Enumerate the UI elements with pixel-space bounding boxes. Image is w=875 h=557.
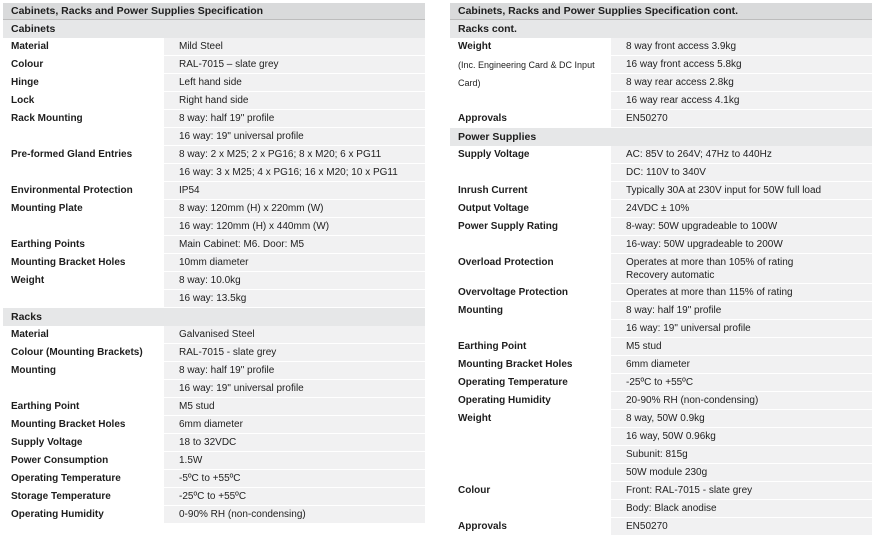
spec-label xyxy=(450,146,611,182)
spec-values xyxy=(164,38,425,56)
spec-value: 50W module 230g xyxy=(611,464,872,482)
spec-value: DC: 110V to 340V xyxy=(611,164,872,182)
spec-value: 8 way: 120mm (H) x 220mm (W) xyxy=(164,200,425,218)
spec-label xyxy=(3,398,164,416)
spec-label-text: Approvals xyxy=(458,521,507,532)
spec-label-text: Approvals xyxy=(458,113,507,124)
spec-label-text: Operating Temperature xyxy=(458,377,568,388)
spec-value: Operates at more than 115% of rating xyxy=(611,284,872,302)
spec-value: EN50270 xyxy=(611,110,872,128)
spec-value: Main Cabinet: M6. Door: M5 xyxy=(164,236,425,254)
spec-section xyxy=(450,128,872,536)
spec-label xyxy=(3,326,164,344)
section-title: Cabinets xyxy=(3,20,425,38)
spec-row xyxy=(3,56,425,74)
spec-label-text: Mounting xyxy=(11,365,56,376)
spec-row xyxy=(450,38,872,110)
spec-value: Front: RAL-7015 - slate grey xyxy=(611,482,872,500)
spec-label xyxy=(450,200,611,218)
spec-label xyxy=(450,182,611,200)
spec-row xyxy=(450,218,872,254)
spec-value: RAL-7015 – slate grey xyxy=(164,56,425,74)
sections-container xyxy=(3,20,425,524)
spec-values xyxy=(164,92,425,110)
spec-label xyxy=(3,416,164,434)
spec-label xyxy=(450,410,611,482)
sections-container xyxy=(450,20,872,536)
spec-value: Mild Steel xyxy=(164,38,425,56)
spec-label xyxy=(3,236,164,254)
spec-values xyxy=(611,218,872,254)
spec-value: 16 way: 19" universal profile xyxy=(164,380,425,398)
spec-label-text: Operating Temperature xyxy=(11,473,121,484)
spec-row xyxy=(3,182,425,200)
spec-values xyxy=(611,284,872,302)
spec-row xyxy=(450,410,872,482)
spec-values xyxy=(611,302,872,338)
panel-title: Cabinets, Racks and Power Supplies Specification xyxy=(3,3,425,20)
spec-label-text: Colour xyxy=(458,485,491,496)
spec-label xyxy=(3,92,164,110)
spec-values xyxy=(611,182,872,200)
spec-value: M5 stud xyxy=(164,398,425,416)
spec-row xyxy=(3,488,425,506)
spec-section xyxy=(3,308,425,524)
spec-row xyxy=(3,398,425,416)
spec-label-text: Pre-formed Gland Entries xyxy=(11,149,133,160)
spec-values xyxy=(611,392,872,410)
spec-value: 16-way: 50W upgradeable to 200W xyxy=(611,236,872,254)
spec-value: 8 way: half 19" profile xyxy=(611,302,872,320)
spec-value: 8 way: half 19" profile xyxy=(164,362,425,380)
spec-row xyxy=(450,518,872,536)
spec-values xyxy=(164,362,425,398)
spec-label xyxy=(450,374,611,392)
spec-row xyxy=(450,482,872,518)
spec-label-text: Supply Voltage xyxy=(458,149,530,160)
spec-label-text: Mounting Plate xyxy=(11,203,83,214)
spec-label xyxy=(3,56,164,74)
spec-section xyxy=(450,20,872,128)
spec-value: Subunit: 815g xyxy=(611,446,872,464)
spec-label xyxy=(450,338,611,356)
spec-label-text: Supply Voltage xyxy=(11,437,83,448)
spec-values xyxy=(164,200,425,236)
spec-section xyxy=(3,20,425,308)
spec-value: 0-90% RH (non-condensing) xyxy=(164,506,425,524)
spec-row xyxy=(3,146,425,182)
spec-row xyxy=(450,110,872,128)
spec-label xyxy=(3,272,164,308)
spec-sublabel: (Inc. Engineering Card & DC Input Card) xyxy=(458,60,595,88)
spec-value: 24VDC ± 10% xyxy=(611,200,872,218)
spec-row xyxy=(3,200,425,236)
spec-row xyxy=(3,506,425,524)
spec-label xyxy=(3,434,164,452)
spec-value: 16 way front access 5.8kg xyxy=(611,56,872,74)
spec-label-text: Environmental Protection xyxy=(11,185,133,196)
spec-label xyxy=(3,38,164,56)
spec-value: EN50270 xyxy=(611,518,872,536)
spec-value: Left hand side xyxy=(164,74,425,92)
spec-values xyxy=(164,326,425,344)
right-spec-panel xyxy=(450,3,872,536)
section-title: Racks cont. xyxy=(450,20,872,38)
spec-label xyxy=(450,254,611,284)
spec-values xyxy=(611,200,872,218)
spec-label xyxy=(450,356,611,374)
spec-label-text: Overvoltage Protection xyxy=(458,287,569,298)
spec-value: 1.5W xyxy=(164,452,425,470)
spec-row xyxy=(3,434,425,452)
spec-values xyxy=(611,518,872,536)
spec-row xyxy=(450,302,872,338)
spec-values xyxy=(164,272,425,308)
spec-row xyxy=(450,392,872,410)
spec-value: 16 way: 19" universal profile xyxy=(164,128,425,146)
spec-label xyxy=(3,182,164,200)
spec-label-text: Material xyxy=(11,41,49,52)
spec-label-text: Weight xyxy=(458,413,492,424)
spec-value: 8 way rear access 2.8kg xyxy=(611,74,872,92)
spec-values xyxy=(611,110,872,128)
spec-label xyxy=(450,110,611,128)
spec-value: 16 way rear access 4.1kg xyxy=(611,92,872,110)
spec-label xyxy=(3,506,164,524)
spec-label-text: Colour (Mounting Brackets) xyxy=(11,347,143,358)
spec-label-text: Earthing Point xyxy=(11,401,80,412)
spec-value: 8 way front access 3.9kg xyxy=(611,38,872,56)
spec-row xyxy=(3,362,425,398)
spec-values xyxy=(611,338,872,356)
spec-values xyxy=(164,488,425,506)
spec-label xyxy=(3,200,164,236)
spec-values xyxy=(164,452,425,470)
spec-row xyxy=(3,92,425,110)
spec-value: 6mm diameter xyxy=(164,416,425,434)
spec-row xyxy=(3,326,425,344)
spec-label-text: Colour xyxy=(11,59,44,70)
spec-label-text: Material xyxy=(11,329,49,340)
spec-values xyxy=(164,74,425,92)
spec-values xyxy=(164,110,425,146)
spec-row xyxy=(3,38,425,56)
left-spec-panel xyxy=(3,3,425,524)
spec-label xyxy=(450,284,611,302)
spec-label xyxy=(450,392,611,410)
spec-label xyxy=(3,452,164,470)
spec-row xyxy=(3,344,425,362)
spec-value: 16 way: 13.5kg xyxy=(164,290,425,308)
spec-row xyxy=(3,110,425,146)
spec-values xyxy=(164,398,425,416)
section-title: Racks xyxy=(3,308,425,326)
spec-row xyxy=(3,236,425,254)
spec-label-text: Operating Humidity xyxy=(11,509,104,520)
spec-label-text: Weight xyxy=(11,275,45,286)
spec-values xyxy=(164,344,425,362)
spec-value: 8 way: half 19" profile xyxy=(164,110,425,128)
spec-value: -5ºC to +55ºC xyxy=(164,470,425,488)
spec-value: 16 way: 3 x M25; 4 x PG16; 16 x M20; 10 x PG11 xyxy=(164,164,425,182)
panel-title: Cabinets, Racks and Power Supplies Specification cont. xyxy=(450,3,872,20)
spec-label xyxy=(450,482,611,518)
spec-label-text: Mounting Bracket Holes xyxy=(11,419,126,430)
spec-row xyxy=(3,254,425,272)
spec-value: 6mm diameter xyxy=(611,356,872,374)
spec-value: Typically 30A at 230V input for 50W full load xyxy=(611,182,872,200)
spec-values xyxy=(611,254,872,284)
spec-label-text: Inrush Current xyxy=(458,185,528,196)
spec-row xyxy=(450,182,872,200)
spec-values xyxy=(611,410,872,482)
spec-value: 8 way: 10.0kg xyxy=(164,272,425,290)
spec-value: RAL-7015 - slate grey xyxy=(164,344,425,362)
spec-values xyxy=(164,470,425,488)
spec-label xyxy=(3,362,164,398)
spec-values xyxy=(164,506,425,524)
spec-row xyxy=(450,200,872,218)
spec-value: -25ºC to +55ºC xyxy=(164,488,425,506)
spec-values xyxy=(611,146,872,182)
spec-label-text: Operating Humidity xyxy=(458,395,551,406)
spec-label xyxy=(450,518,611,536)
spec-row xyxy=(3,74,425,92)
spec-value: 10mm diameter xyxy=(164,254,425,272)
spec-values xyxy=(164,434,425,452)
spec-value: 18 to 32VDC xyxy=(164,434,425,452)
spec-label-text: Power Supply Rating xyxy=(458,221,559,232)
spec-values xyxy=(611,356,872,374)
spec-values xyxy=(611,374,872,392)
spec-label xyxy=(3,254,164,272)
spec-value: Operates at more than 105% of rating Recovery automatic xyxy=(611,254,872,284)
spec-label xyxy=(3,488,164,506)
spec-value: IP54 xyxy=(164,182,425,200)
spec-label-text: Mounting xyxy=(458,305,503,316)
spec-row xyxy=(450,374,872,392)
spec-value: M5 stud xyxy=(611,338,872,356)
spec-values xyxy=(611,38,872,110)
spec-value: Right hand side xyxy=(164,92,425,110)
spec-label xyxy=(3,146,164,182)
spec-value: Body: Black anodise xyxy=(611,500,872,518)
spec-values xyxy=(164,182,425,200)
spec-label-text: Mounting Bracket Holes xyxy=(458,359,573,370)
spec-label xyxy=(450,38,611,110)
spec-value: 20-90% RH (non-condensing) xyxy=(611,392,872,410)
spec-row xyxy=(3,272,425,308)
spec-label xyxy=(450,302,611,338)
spec-values xyxy=(164,236,425,254)
spec-label xyxy=(3,470,164,488)
spec-values xyxy=(164,56,425,74)
spec-value: 16 way: 19" universal profile xyxy=(611,320,872,338)
spec-row xyxy=(3,452,425,470)
spec-row xyxy=(3,416,425,434)
spec-label-text: Mounting Bracket Holes xyxy=(11,257,126,268)
spec-label-text: Earthing Points xyxy=(11,239,85,250)
spec-label-text: Lock xyxy=(11,95,35,106)
spec-value: 16 way: 120mm (H) x 440mm (W) xyxy=(164,218,425,236)
spec-label xyxy=(3,344,164,362)
spec-value: 16 way, 50W 0.96kg xyxy=(611,428,872,446)
spec-row xyxy=(450,146,872,182)
spec-row xyxy=(3,470,425,488)
spec-value: -25ºC to +55ºC xyxy=(611,374,872,392)
spec-row xyxy=(450,356,872,374)
spec-label-text: Hinge xyxy=(11,77,39,88)
spec-label xyxy=(450,218,611,254)
spec-label-text: Earthing Point xyxy=(458,341,527,352)
spec-label xyxy=(3,74,164,92)
spec-label-text: Storage Temperature xyxy=(11,491,111,502)
spec-row xyxy=(450,254,872,284)
spec-label-text: Rack Mounting xyxy=(11,113,83,124)
spec-value: Galvanised Steel xyxy=(164,326,425,344)
spec-label xyxy=(3,110,164,146)
spec-label-text: Overload Protection xyxy=(458,257,554,268)
spec-value: 8 way, 50W 0.9kg xyxy=(611,410,872,428)
section-title: Power Supplies xyxy=(450,128,872,146)
spec-values xyxy=(164,254,425,272)
spec-value: 8-way: 50W upgradeable to 100W xyxy=(611,218,872,236)
spec-values xyxy=(164,416,425,434)
spec-row xyxy=(450,284,872,302)
spec-row xyxy=(450,338,872,356)
spec-value: AC: 85V to 264V; 47Hz to 440Hz xyxy=(611,146,872,164)
spec-values xyxy=(611,482,872,518)
spec-values xyxy=(164,146,425,182)
spec-label-text: Power Consumption xyxy=(11,455,109,466)
spec-label-text: Weight xyxy=(458,41,492,52)
spec-label-text: Output Voltage xyxy=(458,203,529,214)
spec-value: 8 way: 2 x M25; 2 x PG16; 8 x M20; 6 x PG11 xyxy=(164,146,425,164)
